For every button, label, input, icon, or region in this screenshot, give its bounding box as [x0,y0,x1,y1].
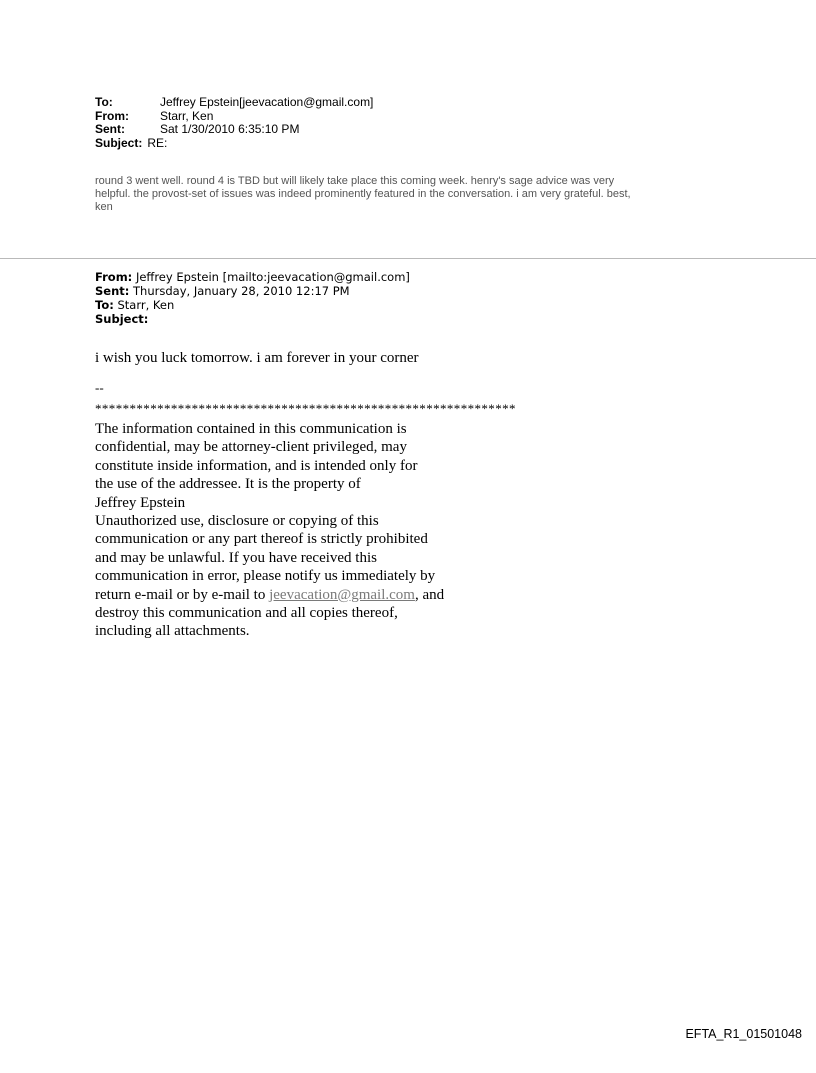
quoted-sent-row [95,284,410,298]
disclaimer-return-line [95,586,444,604]
disclaimer-line: communication in error, please notify us immediately by [95,568,436,585]
disclaimer-line: destroy this communication and all copies thereof, [95,605,398,622]
quoted-sent-value: Thursday, January 28, 2010 12:17 PM [133,284,350,298]
email-body [95,175,735,214]
subject-label: Subject: [95,135,143,150]
quoted-subject-label: Subject: [95,312,149,326]
quoted-to-row [95,298,410,312]
quoted-to-label: To: [95,298,114,312]
to-row [95,96,373,110]
to-label: To: [95,95,113,109]
from-label: From: [95,108,129,123]
from-row [95,110,373,124]
quoted-to-value: Starr, Ken [117,298,175,312]
body-line: round 3 went well. round 4 is TBD but will likely take place this coming week. henry's sage advice was very [95,175,615,187]
body-line: helpful. the provost-set of issues was indeed prominently featured in the conversation. i am very grateful. best, [95,188,631,200]
subject-row [95,137,373,151]
disclaimer-line: confidential, may be attorney-client privileged, may [95,439,407,456]
signature-dash: -- [95,380,104,395]
quoted-message: i wish you luck tomorrow. i am forever in your corner [95,350,419,366]
return-suffix: , and [414,586,445,603]
quoted-from-label: From: [95,270,133,284]
disclaimer-line: communication or any part thereof is strictly prohibited [95,531,428,548]
body-line: ken [95,201,113,213]
quoted-subject-row [95,312,410,326]
quoted-header [95,270,410,326]
document-id: EFTA_R1_01501048 [685,1027,802,1041]
disclaimer-line: including all attachments. [95,623,250,640]
sent-row [95,123,373,137]
disclaimer-line: Jeffrey Epstein [95,494,186,511]
email-link[interactable]: jeevacation@gmail.com [269,586,415,603]
subject-value: RE: [147,135,168,150]
disclaimer-line: and may be unlawful. If you have received this [95,549,377,566]
quoted-from-value: Jeffrey Epstein [mailto:jeevacation@gmail.com] [135,270,410,284]
quoted-sent-label: Sent: [95,284,130,298]
sent-label: Sent: [95,122,125,136]
confidentiality-disclaimer [95,420,444,641]
disclaimer-line: Unauthorized use, disclosure or copying of this [95,513,379,530]
message-divider [0,258,816,259]
return-prefix: return e-mail or by e-mail to [95,586,270,603]
email-header [95,96,373,150]
signature-stars: ************************************************************* [95,401,516,416]
disclaimer-line: The information contained in this communication is [95,421,407,437]
sent-value: Sat 1/30/2010 6:35:10 PM [160,122,300,136]
to-value: Jeffrey Epstein[jeevacation@gmail.com] [160,95,374,109]
quoted-from-row [95,270,410,284]
disclaimer-line: the use of the addressee. It is the property of [95,476,361,493]
from-value: Starr, Ken [160,108,214,123]
disclaimer-line: constitute inside information, and is intended only for [95,457,418,474]
